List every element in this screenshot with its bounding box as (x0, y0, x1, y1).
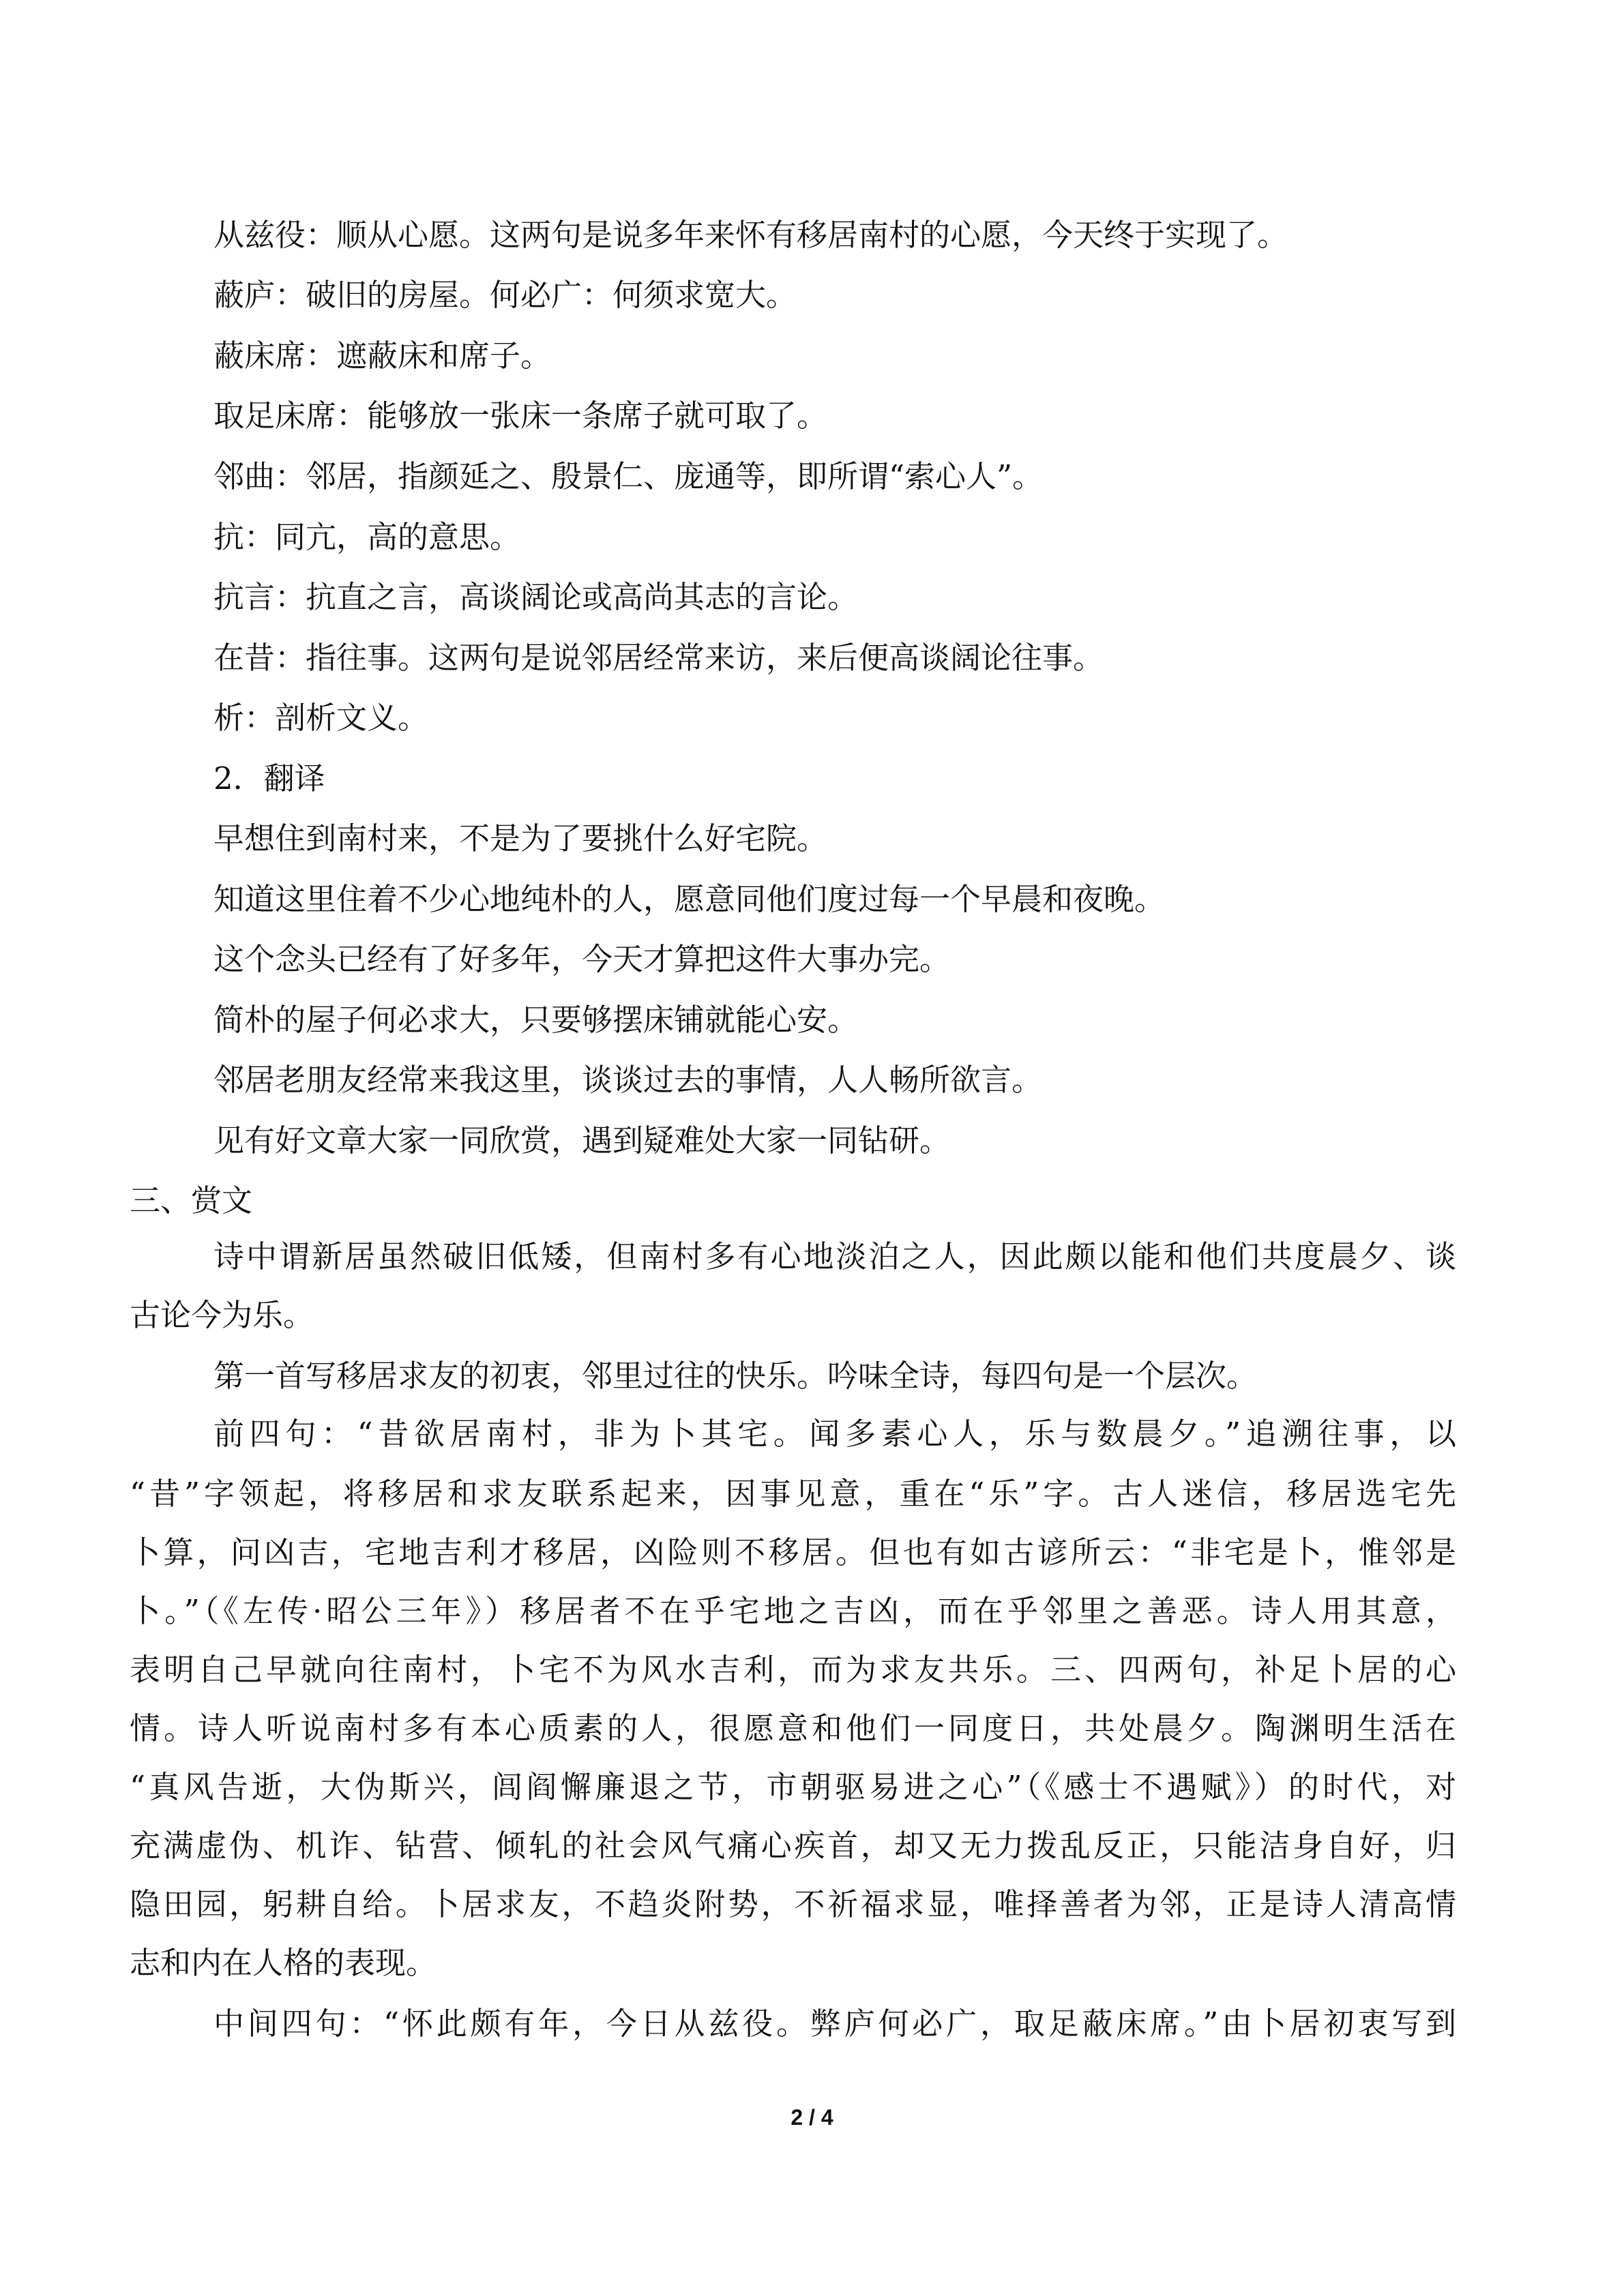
page-number: 2 / 4 (791, 2105, 833, 2130)
section-heading-translation: 2．翻译 (213, 760, 325, 796)
body-line: 志和内在人格的表现。 (130, 1945, 437, 1981)
body-line: 前四句：“昔欲居南村，非为卜其宅。闻多素心人，乐与数晨夕。”追溯往事，以 (213, 1416, 1456, 1452)
translation-line: 这个念头已经有了好多年，今天才算把这件大事办完。 (213, 941, 951, 977)
translation-line: 邻居老朋友经常来我这里，谈谈过去的事情，人人畅所欲言。 (213, 1062, 1043, 1098)
body-line: 充满虚伪、机诈、钻营、倾轧的社会风气痛心疾首，却又无力拨乱反正，只能洁身自好，归 (130, 1828, 1456, 1864)
note-line: 在昔：指往事。这两句是说邻居经常来访，来后便高谈阔论往事。 (213, 640, 1104, 676)
body-line: 古论今为乐。 (130, 1297, 314, 1333)
note-line: 取足床席：能够放一张床一条席子就可取了。 (213, 398, 828, 434)
note-line: 抗言：抗直之言，高谈阔论或高尚其志的言论。 (213, 579, 859, 615)
section-heading-appreciation: 三、赏文 (130, 1182, 253, 1219)
translation-line: 早想住到南村来，不是为了要挑什么好宅院。 (213, 820, 828, 856)
translation-line: 见有好文章大家一同欣赏，遇到疑难处大家一同钻研。 (213, 1122, 951, 1159)
body-line: 情。诗人听说南村多有本心质素的人，很愿意和他们一同度日，共处晨夕。陶渊明生活在 (130, 1710, 1456, 1746)
note-line: 抗：同亢，高的意思。 (213, 519, 521, 555)
note-line: 从兹役：顺从心愿。这两句是说多年来怀有移居南村的心愿，今天终于实现了。 (213, 217, 1288, 253)
body-line: 隐田园，躬耕自给。卜居求友，不趋炎附势，不祈福求显，唯择善者为邻，正是诗人清高情 (130, 1886, 1456, 1922)
note-line: 蔽庐：破旧的房屋。何必广：何须求宽大。 (213, 277, 797, 313)
body-line: 卜算，问凶吉，宅地吉利才移居，凶险则不移居。但也有如古谚所云：“非宅是卜，惟邻是 (130, 1534, 1456, 1570)
body-line: 诗中谓新居虽然破旧低矮，但南村多有心地淡泊之人，因此颇以能和他们共度晨夕、谈 (213, 1238, 1456, 1274)
body-line: 表明自己早就向往南村，卜宅不为风水吉利，而为求友共乐。三、四两句，补足卜居的心 (130, 1652, 1456, 1688)
translation-line: 简朴的屋子何必求大，只要够摆床铺就能心安。 (213, 1002, 859, 1038)
note-line: 邻曲：邻居，指颜延之、殷景仁、庞通等，即所谓“索心人”。 (213, 458, 1044, 494)
note-line: 析：剖析文义。 (213, 700, 429, 736)
body-line: 第一首写移居求友的初衷，邻里过往的快乐。吟味全诗，每四句是一个层次。 (213, 1358, 1258, 1394)
body-line: “真风告逝，大伪斯兴，闾阎懈廉退之节，市朝驱易进之心”（《感士不遇赋》）的时代，对 (130, 1769, 1456, 1805)
body-line: 中间四句：“怀此颇有年，今日从兹役。弊庐何必广，取足蔽床席。”由卜居初衷写到 (213, 2006, 1456, 2042)
body-line: “昔”字领起，将移居和求友联系起来，因事见意，重在“乐”字。古人迷信，移居选宅先 (130, 1476, 1456, 1512)
translation-line: 知道这里住着不少心地纯朴的人，愿意同他们度过每一个早晨和夜晚。 (213, 881, 1166, 917)
note-line: 蔽床席：遮蔽床和席子。 (213, 338, 552, 374)
body-line: 卜。”（《左传·昭公三年》）移居者不在乎宅地之吉凶，而在乎邻里之善恶。诗人用其意， (130, 1593, 1456, 1629)
